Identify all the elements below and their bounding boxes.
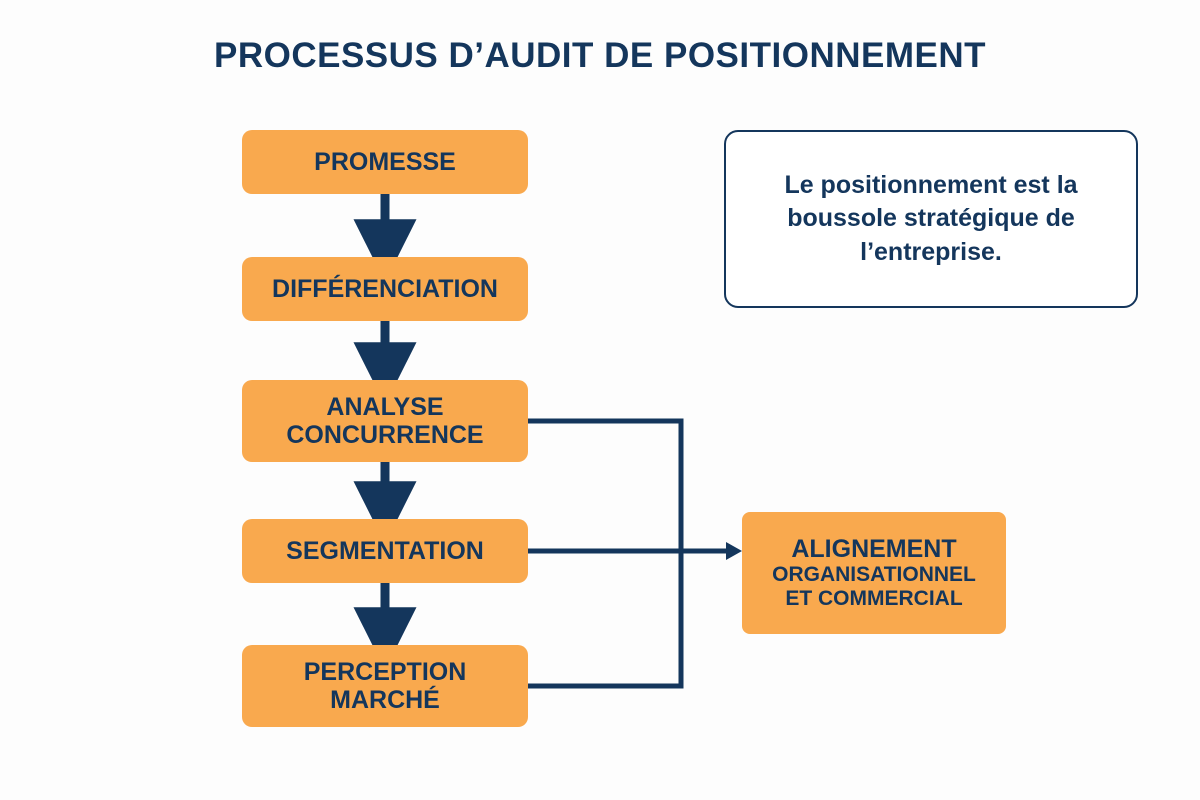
flow-step-analyse-concurrence[interactable] — [242, 380, 528, 462]
flow-step-perception-line1: PERCEPTION — [303, 658, 467, 686]
flow-outcome-line1: ALIGNEMENT — [791, 535, 957, 564]
flow-step-segmentation[interactable] — [242, 519, 528, 583]
flow-outcome-line3: ET COMMERCIAL — [785, 587, 963, 610]
flow-outcome-line2: ORGANISATIONNEL — [772, 563, 976, 587]
flow-step-perception-marche[interactable] — [242, 645, 528, 727]
flow-step-differenciation-label: DIFFÉRENCIATION — [272, 275, 498, 303]
callout-text: Le positionnement est la boussole stratégique de l’entreprise. — [784, 171, 1078, 266]
flow-step-analyse-line1: ANALYSE — [326, 393, 444, 421]
page-title: PROCESSUS D’AUDIT DE POSITIONNEMENT — [213, 36, 987, 75]
flow-step-segmentation-label: SEGMENTATION — [286, 537, 484, 565]
callout-box — [724, 130, 1138, 308]
flow-step-perception-line2: MARCHÉ — [330, 686, 440, 714]
flow-step-analyse-line2: CONCURRENCE — [286, 421, 484, 449]
flow-outcome-alignement[interactable] — [742, 512, 1006, 634]
flow-step-promesse[interactable] — [242, 130, 528, 194]
flow-step-promesse-label: PROMESSE — [314, 148, 456, 176]
flow-step-differenciation[interactable] — [242, 257, 528, 321]
